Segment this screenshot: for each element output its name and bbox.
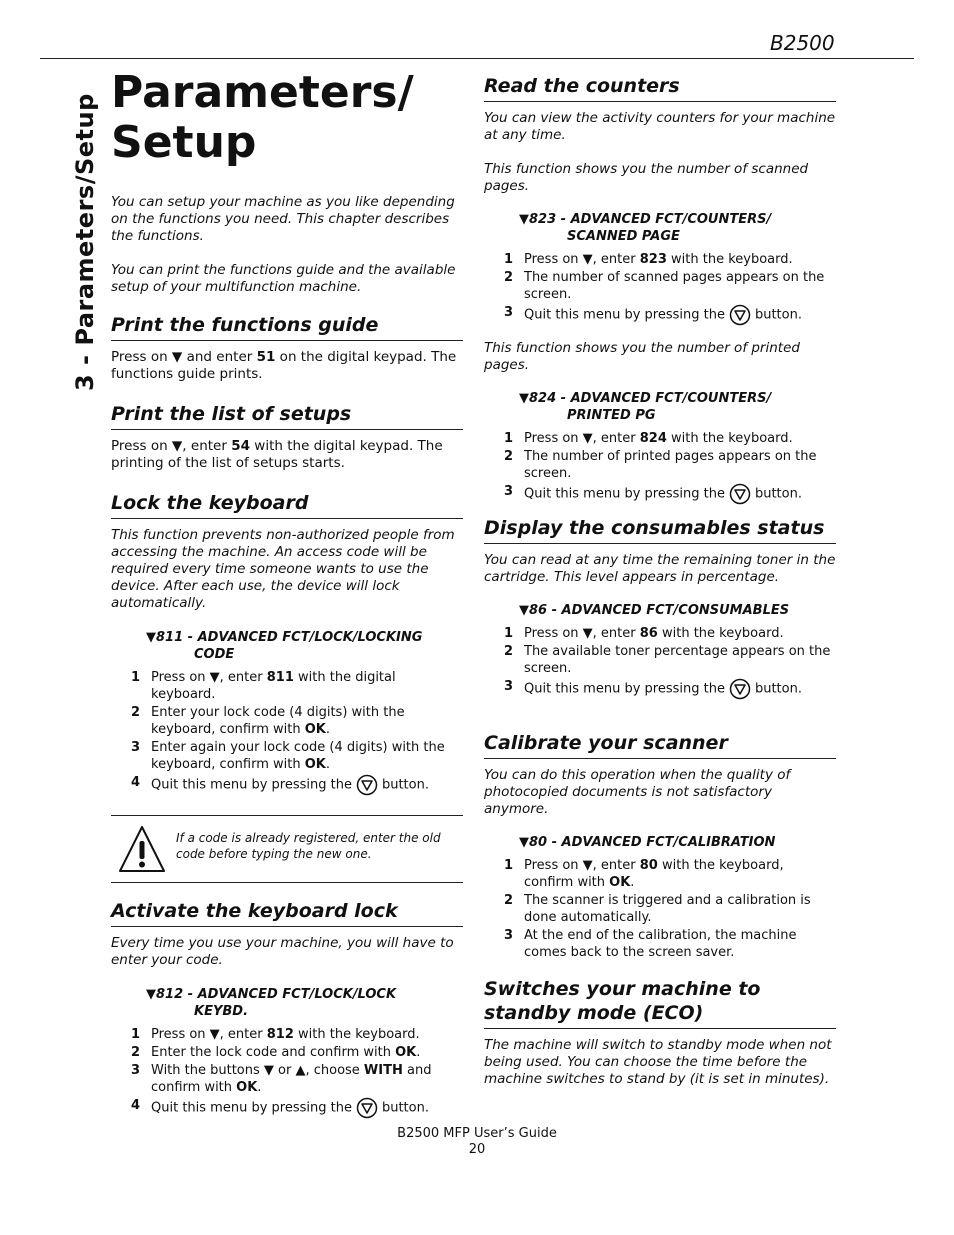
stop-button-icon [729, 304, 751, 326]
list-item: 3 At the end of the calibration, the machine comes back to the screen saver. [504, 928, 797, 960]
list-item: 1 Press on ▼, enter 812 with the keyboard. [131, 1027, 420, 1042]
print-setups-section [111, 402, 463, 472]
lock-keyboard-heading: Lock the keyboard [111, 491, 463, 519]
consumables-section [484, 516, 836, 701]
standby-desc: The machine will switch to standby mode when not being used. You can choose the time before the machine switches to stand by (it is set in minutes). [484, 1037, 832, 1087]
read-counters-desc-2: This function shows you the number of scanned pages. [484, 161, 809, 194]
activate-lock-desc: Every time you use your machine, you will have to enter your code. [111, 935, 454, 968]
list-item: 3 Enter again your lock code (4 digits) with the keyboard, confirm with OK. [131, 740, 445, 772]
list-item: 1 Press on ▼, enter 811 with the digital keyboard. [131, 670, 396, 702]
activate-lock-steps [131, 1026, 463, 1119]
intro-paragraph-1: You can setup your machine as you like depending on the functions you need. This chapter describes the functions. [111, 194, 455, 244]
print-setups-text: Press on ▼, enter 54 with the digital keypad. The printing of the list of setups starts. [111, 438, 443, 471]
print-setups-heading: Print the list of setups [111, 402, 463, 430]
page-title [111, 68, 471, 168]
consumables-steps [504, 625, 836, 700]
scanned-page-menu-path: ▼823 - ADVANCED FCT/COUNTERS/ SCANNED PAGE [519, 212, 772, 244]
read-counters-desc-1: You can view the activity counters for your machine at any time. [484, 110, 836, 143]
calibrate-desc: You can do this operation when the quality of photocopied documents is not satisfactory anymore. [484, 767, 791, 817]
list-item: 3 With the buttons ▼ or ▲, choose WITH and confirm with OK. [131, 1063, 432, 1095]
intro-paragraph-2: You can print the functions guide and the available setup of your multifunction machine. [111, 262, 456, 295]
list-item: 2 The number of scanned pages appears on the screen. [504, 270, 825, 302]
printed-pg-steps [504, 430, 836, 505]
list-item: 2 The available toner percentage appears on the screen. [504, 644, 831, 676]
calibrate-heading: Calibrate your scanner [484, 731, 836, 759]
consumables-desc: You can read at any time the remaining toner in the cartridge. This level appears in percentage. [484, 552, 836, 585]
stop-button-icon [729, 678, 751, 700]
activate-lock-section [111, 899, 463, 1120]
list-item: 1 Press on ▼, enter 86 with the keyboard. [504, 626, 784, 641]
list-item: 3 Quit this menu by pressing the button. [504, 678, 836, 700]
list-item: 3 Quit this menu by pressing the button. [504, 304, 836, 326]
standby-section [484, 977, 836, 1088]
lock-keyboard-menu-path: ▼811 - ADVANCED FCT/LOCK/LOCKING CODE [146, 630, 423, 662]
warning-triangle-icon [117, 824, 167, 874]
footer-guide-title: B2500 MFP User’s Guide [397, 1126, 557, 1141]
footer-page-number: 20 [468, 1142, 486, 1157]
stop-button-icon [729, 483, 751, 505]
read-counters-desc-3: This function shows you the number of printed pages. [484, 340, 800, 373]
list-item: 1 Press on ▼, enter 823 with the keyboard. [504, 252, 793, 267]
list-item: 3 Quit this menu by pressing the button. [504, 483, 836, 505]
warning-note-text: If a code is already registered, enter the old code before typing the new one. [176, 831, 441, 861]
chapter-side-tab [68, 81, 102, 391]
stop-button-icon [356, 1097, 378, 1119]
intro-section [111, 194, 463, 296]
list-item: 2 The number of printed pages appears on the screen. [504, 449, 817, 481]
list-item: 4 Quit this menu by pressing the button. [131, 774, 463, 796]
page-title-line1: Parameters/ [111, 67, 414, 118]
read-counters-heading: Read the counters [484, 74, 836, 102]
activate-lock-menu-path: ▼812 - ADVANCED FCT/LOCK/LOCK KEYBD. [146, 987, 397, 1019]
list-item: 2 The scanner is triggered and a calibration is done automatically. [504, 893, 811, 925]
calibrate-section [484, 731, 836, 962]
stop-button-icon [356, 774, 378, 796]
read-counters-section [484, 74, 836, 506]
print-guide-section [111, 313, 463, 383]
scanned-page-steps [504, 251, 836, 326]
header-rule [40, 58, 914, 59]
lock-keyboard-desc: This function prevents non-authorized people from accessing the machine. An access code will be required every time someone wants to use the device. After each use, the device will lock automatically. [111, 527, 455, 611]
page-footer [0, 1126, 954, 1158]
consumables-menu-path: ▼86 - ADVANCED FCT/CONSUMABLES [519, 603, 790, 618]
print-guide-text: Press on ▼ and enter 51 on the digital keypad. The functions guide prints. [111, 349, 457, 382]
standby-heading: Switches your machine to standby mode (ECO) [484, 977, 836, 1029]
print-guide-heading: Print the functions guide [111, 313, 463, 341]
list-item: 2 Enter your lock code (4 digits) with the keyboard, confirm with OK. [131, 705, 405, 737]
activate-lock-heading: Activate the keyboard lock [111, 899, 463, 927]
warning-note [111, 815, 463, 883]
page-title-line2: Setup [111, 117, 257, 168]
calibrate-menu-path: ▼80 - ADVANCED FCT/CALIBRATION [519, 835, 776, 850]
chapter-side-tab-label: 3 - Parameters/Setup [71, 93, 99, 391]
header-model: B2500 [770, 31, 835, 55]
consumables-heading: Display the consumables status [484, 516, 836, 544]
lock-keyboard-section [111, 491, 463, 797]
list-item: 4 Quit this menu by pressing the button. [131, 1097, 463, 1119]
list-item: 1 Press on ▼, enter 824 with the keyboard. [504, 431, 793, 446]
list-item: 1 Press on ▼, enter 80 with the keyboard, confirm with OK. [504, 858, 784, 890]
lock-keyboard-steps [131, 669, 463, 796]
list-item: 2 Enter the lock code and confirm with OK. [131, 1045, 421, 1060]
printed-pg-menu-path: ▼824 - ADVANCED FCT/COUNTERS/ PRINTED PG [519, 391, 772, 423]
calibrate-steps [504, 857, 836, 961]
